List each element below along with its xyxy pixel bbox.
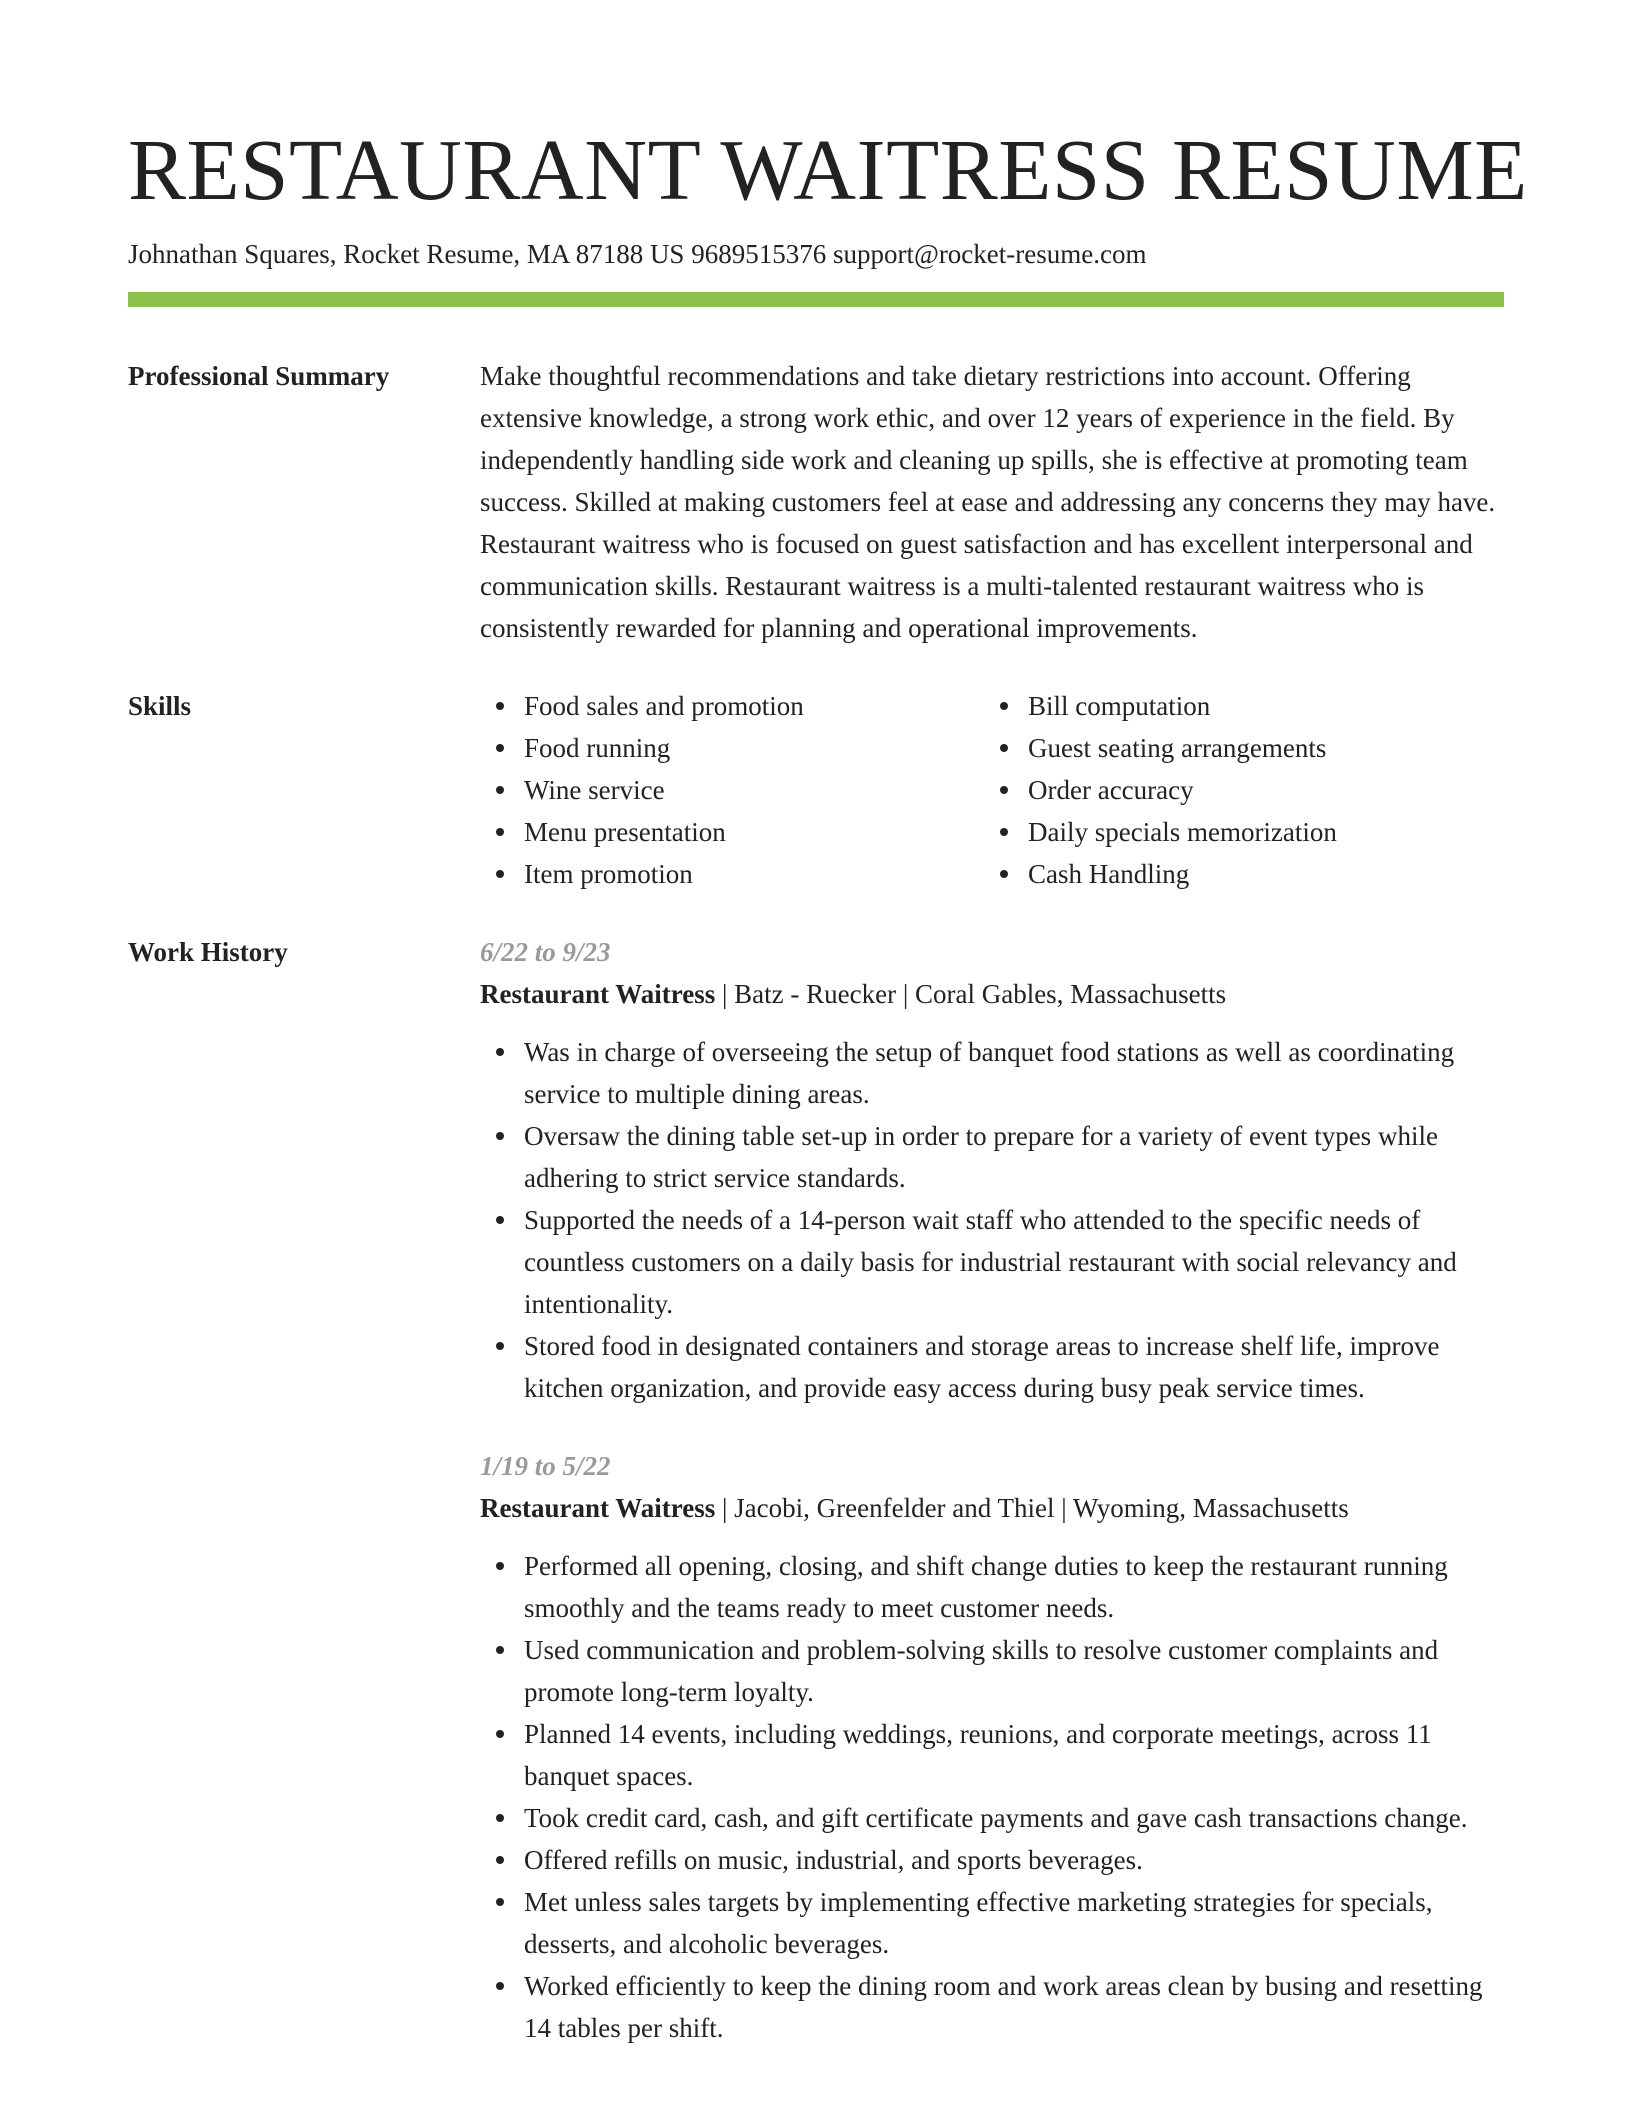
job-details: | Jacobi, Greenfelder and Thiel | Wyoming, Massachusetts bbox=[715, 1493, 1349, 1523]
job-title: Restaurant Waitress bbox=[480, 1493, 716, 1523]
skill-item: Daily specials memorization bbox=[984, 811, 1488, 853]
responsibility-item: Was in charge of overseeing the setup of banquet food stations as well as coordinating service to multiple dining areas. bbox=[480, 1031, 1504, 1115]
job-entry bbox=[480, 931, 1504, 1409]
responsibility-item: Planned 14 events, including weddings, reunions, and corporate meetings, across 11 banquet spaces. bbox=[480, 1713, 1504, 1797]
job-responsibilities bbox=[480, 1031, 1504, 1409]
summary-text: Make thoughtful recommendations and take dietary restrictions into account. Offering extensive knowledge, a strong work ethic, and over 12 years of experience in the field. By independently handling side work and cleaning up spills, she is effective at promoting team success. Skilled at making customers feel at ease and addressing any concerns they may have. Restaurant waitress who is focused on guest satisfaction and has excellent interpersonal and communication skills. Restaurant waitress is a multi-talented restaurant waitress who is consistently rewarded for planning and operational improvements. bbox=[480, 361, 1496, 643]
responsibility-item: Stored food in designated containers and storage areas to increase shelf life, improve kitchen organization, and provide easy access during busy peak service times. bbox=[480, 1325, 1504, 1409]
responsibility-item: Worked efficiently to keep the dining room and work areas clean by busing and resetting 14 tables per shift. bbox=[480, 1965, 1504, 2049]
skill-item: Order accuracy bbox=[984, 769, 1488, 811]
skill-item: Food sales and promotion bbox=[480, 685, 984, 727]
skill-item: Food running bbox=[480, 727, 984, 769]
job-entry bbox=[480, 1445, 1504, 2049]
skill-item: Wine service bbox=[480, 769, 984, 811]
skill-item: Bill computation bbox=[984, 685, 1488, 727]
job-details: | Batz - Ruecker | Coral Gables, Massachusetts bbox=[715, 979, 1227, 1009]
resume-page bbox=[128, 120, 1528, 2085]
responsibility-item: Took credit card, cash, and gift certificate payments and gave cash transactions change. bbox=[480, 1797, 1504, 1839]
job-heading bbox=[480, 1487, 1504, 1529]
skill-item: Item promotion bbox=[480, 853, 984, 895]
job-dates: 6/22 to 9/23 bbox=[480, 937, 611, 967]
job-title: Restaurant Waitress bbox=[480, 979, 716, 1009]
skills-grid bbox=[480, 685, 1504, 895]
work-history-list bbox=[480, 931, 1504, 2049]
responsibility-item: Met unless sales targets by implementing effective marketing strategies for specials, desserts, and alcoholic beverages. bbox=[480, 1881, 1504, 1965]
skills-section bbox=[128, 685, 1504, 895]
skill-item: Guest seating arrangements bbox=[984, 727, 1488, 769]
resume-title: RESTAURANT WAITRESS RESUME bbox=[128, 121, 1528, 218]
contact-line: Johnathan Squares, Rocket Resume, MA 87188 US 9689515376 support@rocket-resume.com bbox=[128, 239, 1147, 269]
responsibility-item: Offered refills on music, industrial, and sports beverages. bbox=[480, 1839, 1504, 1881]
responsibility-item: Supported the needs of a 14-person wait staff who attended to the specific needs of countless customers on a daily basis for industrial restaurant with social relevancy and intentionality. bbox=[480, 1199, 1504, 1325]
skill-item: Cash Handling bbox=[984, 853, 1488, 895]
job-responsibilities bbox=[480, 1545, 1504, 2049]
responsibility-item: Used communication and problem-solving skills to resolve customer complaints and promote long-term loyalty. bbox=[480, 1629, 1504, 1713]
skill-item: Menu presentation bbox=[480, 811, 984, 853]
work-history-section bbox=[128, 931, 1504, 2049]
job-heading bbox=[480, 973, 1504, 1015]
responsibility-item: Oversaw the dining table set-up in order to prepare for a variety of event types while adhering to strict service standards. bbox=[480, 1115, 1504, 1199]
skills-heading: Skills bbox=[128, 691, 192, 721]
work-history-heading: Work History bbox=[128, 937, 288, 967]
job-dates: 1/19 to 5/22 bbox=[480, 1451, 611, 1481]
summary-heading: Professional Summary bbox=[128, 361, 390, 391]
skills-left-column bbox=[480, 685, 984, 895]
accent-divider bbox=[128, 292, 1504, 307]
responsibility-item: Performed all opening, closing, and shift change duties to keep the restaurant running smoothly and the teams ready to meet customer needs. bbox=[480, 1545, 1504, 1629]
summary-section bbox=[128, 355, 1504, 649]
skills-right-column bbox=[984, 685, 1488, 895]
